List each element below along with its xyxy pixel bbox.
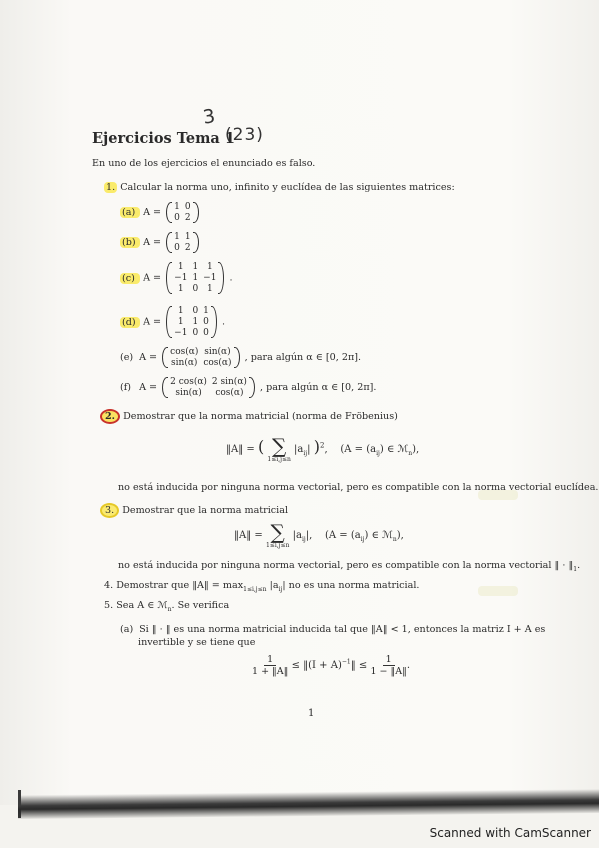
matrix-cell: −1 [174, 273, 188, 283]
conclusion-sub: 1 [573, 565, 578, 573]
matrix-cell: 2 cos(α) [170, 377, 207, 387]
handwritten-count: (23) [225, 125, 264, 145]
ineq-sup: −1 [341, 658, 351, 666]
matrix-cell: −1 [174, 328, 188, 338]
exercise-5-tail: . Se verifica [171, 600, 230, 611]
matrix [162, 377, 255, 398]
exercise-1 [104, 182, 455, 193]
condition-end: ), [396, 530, 404, 541]
matrix-cell: cos(α) [203, 358, 232, 368]
item-lhs: A = [143, 237, 162, 248]
matrix-cell: 0 [184, 202, 191, 212]
matrix [166, 262, 224, 294]
exercise-1-item-f [120, 377, 376, 398]
exercise-4-tail: |a [269, 580, 279, 591]
exercise-3 [100, 503, 288, 518]
sum-norm-formula: ‖A‖ = ∑ 1≤i,j≤n $|a_{ij}|$, ($A = (a_{ij})$ ∈ ℳ$_n$), [234, 520, 404, 549]
item-lhs: A = [143, 316, 162, 328]
matrix-cell: −1 [203, 273, 217, 283]
exercise-5-number: 5. [104, 600, 114, 611]
matrix-cell: sin(α) [175, 388, 202, 398]
matrix-cell: 1 [177, 262, 184, 272]
item-label: (d) [120, 317, 140, 328]
exercise-2-conclusion: no está inducida por ninguna norma vectorial, pero es compatible con la norma vectorial euclídea. [118, 482, 599, 493]
sum-index: ij [303, 450, 308, 457]
item-lhs: A = [139, 382, 158, 393]
fraction-numerator: 1 [264, 654, 276, 666]
page-number: 1 [308, 708, 315, 719]
bleed-through [478, 586, 518, 596]
formula-lhs: ‖A‖ = [226, 444, 255, 455]
item-text: Si ‖ · ‖ es una norma matricial inducida tal que ‖A‖ < 1, entonces la matriz I + A es [139, 624, 546, 635]
exercise-4-index: ij [278, 585, 283, 593]
item-label: (e) [120, 352, 134, 363]
matrix-cell: 1 [177, 317, 184, 327]
condition-index: ij [360, 536, 365, 543]
item-tail: , para algún α ∈ [0, 2π]. [259, 382, 377, 393]
matrix-cell: 1 [203, 306, 209, 316]
exercise-2-number: 2. [100, 409, 120, 424]
matrix-cell: 0 [174, 213, 180, 223]
item-tail: . [229, 272, 233, 284]
exercise-1-item-c [120, 262, 233, 294]
condition-tail: ) ∈ ℳ [379, 444, 409, 455]
item-lhs: A = [143, 207, 162, 218]
matrix-cell: 1 [192, 262, 199, 272]
matrix-cell: 2 sin(α) [211, 377, 247, 387]
matrix-cell: 1 [174, 202, 180, 212]
matrix-cell: 1 [206, 284, 213, 294]
sum-body: |a [292, 530, 302, 541]
exercise-1-item-d [120, 306, 225, 338]
exercise-5-item-a-cont: invertible y se tiene que [138, 637, 256, 648]
ineq-end: . [406, 660, 411, 671]
fraction-denominator: 1 + ‖A‖ [252, 666, 289, 677]
exercise-5-item-a [120, 624, 545, 635]
fraction-denominator: 1 − ‖A‖ [370, 666, 407, 677]
matrix-cell: 1 [192, 273, 199, 283]
item-lhs: A = [143, 272, 162, 284]
exercise-3-number: 3. [100, 503, 119, 518]
exercise-1-item-e [120, 347, 361, 368]
bleed-through [478, 490, 518, 500]
item-lhs: A = [139, 352, 158, 363]
exercise-4 [104, 580, 419, 593]
condition-tail: ) ∈ ℳ [364, 530, 393, 541]
matrix-cell: 1 [177, 284, 184, 294]
conclusion-text: no está inducida por ninguna norma vectorial, pero es compatible con la norma vectorial ‖ · ‖ [118, 560, 574, 571]
matrix-cell: sin(α) [171, 358, 198, 368]
exercise-3-statement: Demostrar que la norma matricial [122, 505, 289, 516]
item-tail: . [221, 316, 226, 328]
exercise-5-statement: Sea A ∈ ℳ [116, 600, 168, 611]
exercise-1-item-a [120, 202, 201, 223]
condition-index: ij [376, 450, 380, 457]
ineq-mid-end: ‖ ≤ [350, 660, 368, 671]
item-label: (a) [120, 207, 140, 218]
handwritten-three: 3 [201, 105, 217, 129]
power: 2 [319, 441, 325, 450]
sum-subscript: 1≤i,j≤n [267, 456, 291, 463]
exercise-2-statement: Demostrar que la norma matricial (norma de Fröbenius) [123, 411, 398, 422]
condition: (A = (a [340, 444, 377, 455]
exercise-4-number: 4. [104, 580, 114, 591]
matrix-cell: 2 [184, 213, 191, 223]
matrix [162, 347, 239, 368]
item-tail: , para algún α ∈ [0, 2π]. [244, 352, 362, 363]
exercise-1-statement: Calcular la norma uno, infinito y euclídea de las siguientes matrices: [120, 182, 455, 193]
exercise-2 [100, 409, 398, 424]
exercise-4-sub: 1≤i,j≤n [243, 585, 267, 593]
matrix-cell: 0 [192, 328, 199, 338]
ineq-mid: ≤ ‖(I + A) [291, 660, 342, 671]
conclusion-end: . [577, 560, 581, 571]
sum-index: ij [301, 536, 306, 543]
exercise-3-conclusion [118, 560, 580, 573]
matrix-cell: 0 [192, 306, 199, 316]
exercise-5-sub: n [167, 605, 172, 613]
exercise-4-statement: Demostrar que ‖A‖ = max [116, 580, 244, 591]
exercise-4-end: | no es una norma matricial. [282, 580, 420, 591]
scanner-watermark: Scanned with CamScanner [429, 826, 591, 840]
matrix-cell: 1 [206, 262, 213, 272]
frobenius-formula: ‖A‖ = ( ∑ 1≤i,j≤n $|a_{ij}|$ )$^2$, ($A = (a_{ij})$ ∈ ℳ$_n$), [226, 434, 420, 463]
item-label: (b) [120, 237, 140, 248]
matrix-cell: cos(α) [170, 347, 199, 357]
item-label: (a) [120, 624, 134, 635]
matrix-cell: 0 [203, 317, 209, 327]
matrix-cell: 0 [203, 328, 209, 338]
matrix-cell: 1 [177, 306, 184, 316]
fraction-right [370, 654, 406, 677]
matrix-cell: 2 [184, 243, 191, 253]
matrix-cell: 1 [184, 232, 191, 242]
inverse-bound-formula [252, 654, 410, 677]
condition: (A = (a [324, 530, 361, 541]
matrix-cell: 0 [174, 243, 180, 253]
matrix-cell: cos(α) [215, 388, 244, 398]
page-title: Ejercicios Tema 1 [92, 130, 235, 147]
matrix-cell: 1 [192, 317, 199, 327]
sum-subscript: 1≤i,j≤n [265, 542, 290, 549]
item-label: (f) [120, 382, 132, 393]
matrix-cell: 0 [192, 284, 199, 294]
item-label: (c) [120, 273, 140, 284]
matrix [166, 232, 198, 253]
exercise-1-item-b [120, 232, 201, 253]
matrix [166, 306, 217, 338]
exercise-1-number: 1. [106, 182, 116, 193]
matrix-cell: sin(α) [204, 347, 231, 357]
matrix-cell: 1 [174, 232, 180, 242]
condition-end: ), [412, 444, 420, 455]
formula-lhs: ‖A‖ = [234, 530, 263, 541]
sum-body: |a [294, 444, 304, 455]
page-bottom-edge [18, 789, 599, 819]
exercise-5 [104, 600, 229, 613]
intro-text: En uno de los ejercicios el enunciado es falso. [92, 158, 316, 169]
fraction-left [252, 654, 288, 677]
matrix [166, 202, 198, 223]
fraction-numerator: 1 [383, 654, 395, 666]
